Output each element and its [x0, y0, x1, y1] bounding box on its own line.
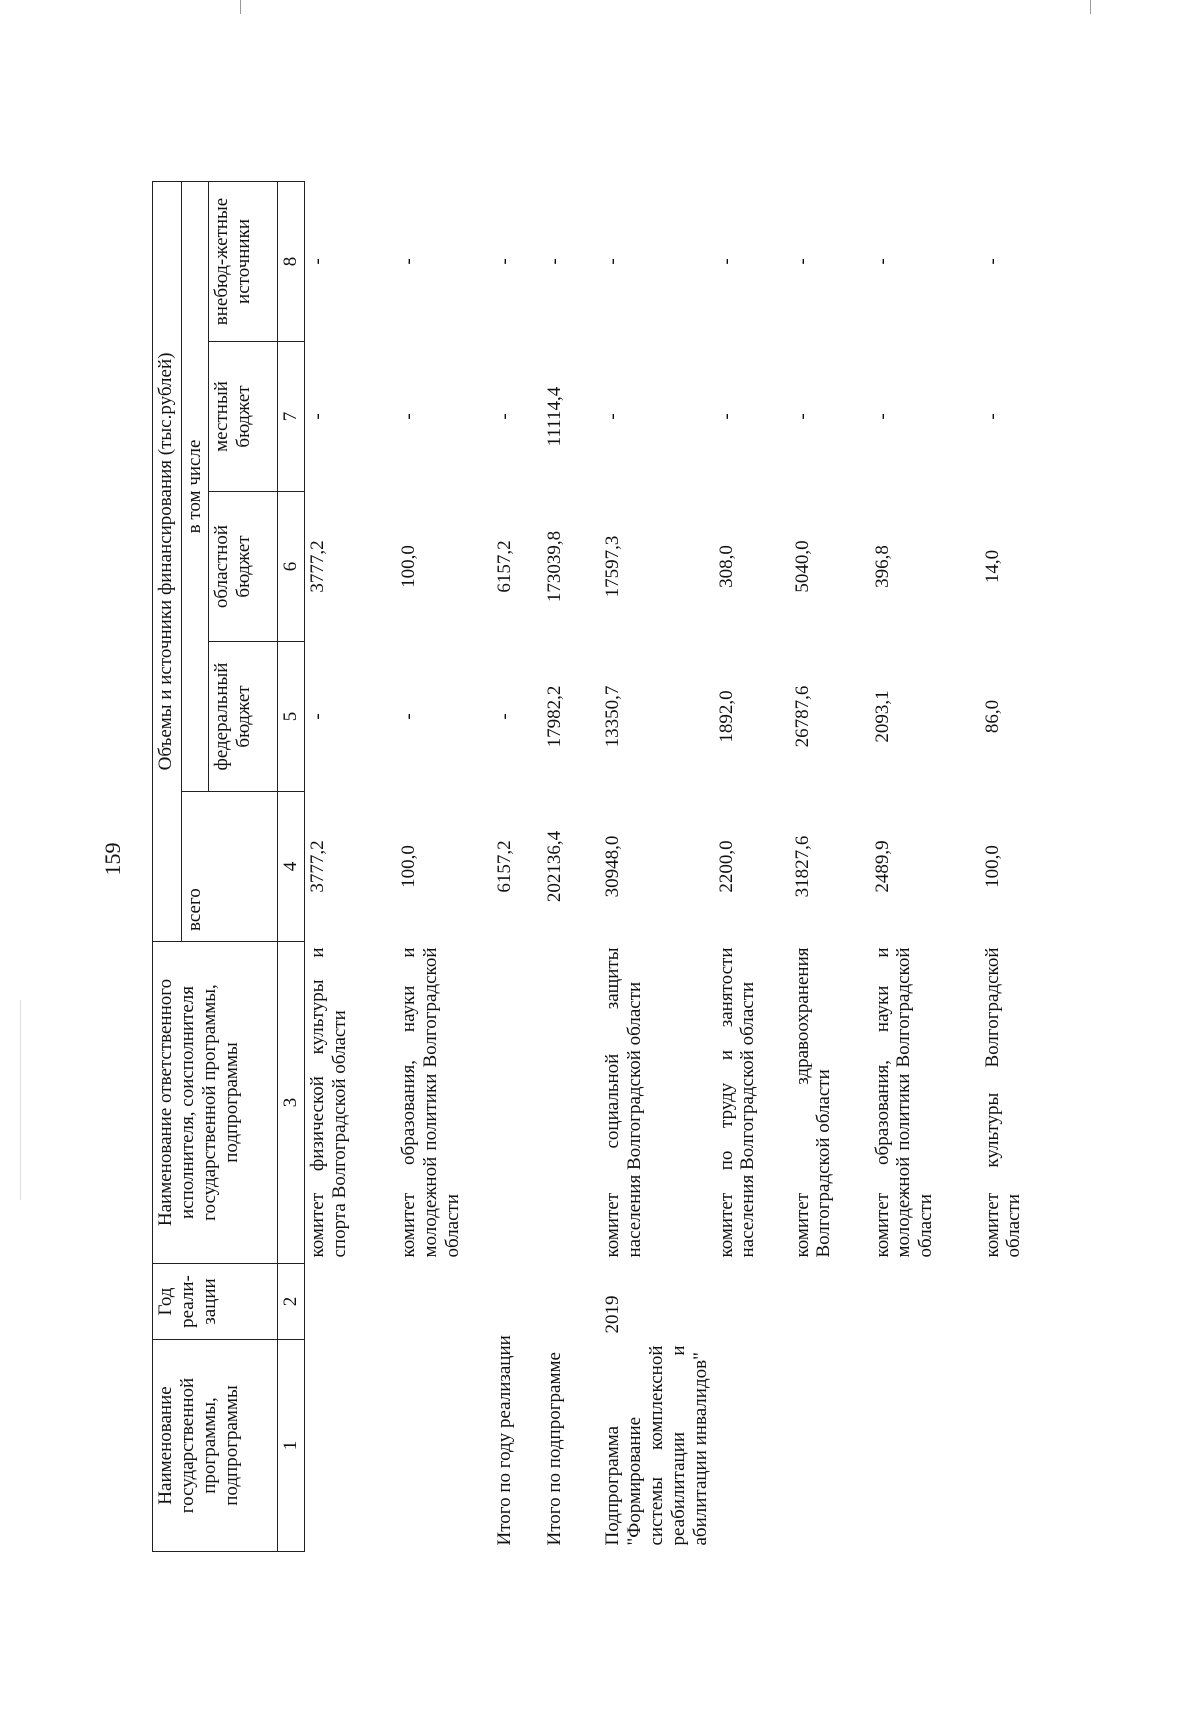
cell-regional: 6157,2	[494, 540, 516, 593]
table-row	[870, 181, 980, 1551]
scan-edge-line	[240, 0, 241, 14]
cell-regional: 308,0	[715, 545, 737, 588]
column-number: 5	[278, 642, 305, 792]
cell-year	[396, 1264, 492, 1340]
cell-executor: комитет по труду и занятости населения Волгоградской области	[715, 947, 759, 1258]
column-number: 4	[278, 792, 305, 942]
cell-program: Подпрограмма "Формирование системы комплексной реабилитации и абилитации инвалидов"	[602, 1345, 711, 1546]
cell-program	[304, 1340, 396, 1552]
cell-extra: -	[398, 258, 420, 265]
cell-total: 2489,9	[871, 840, 893, 893]
header-federal: федеральный бюджет	[209, 642, 278, 792]
column-number: 8	[278, 181, 305, 341]
cell-local: -	[715, 413, 737, 420]
cell-extra: -	[981, 258, 1003, 265]
page-number: 159	[100, 842, 125, 876]
cell-local: -	[306, 413, 328, 420]
column-number: 2	[278, 1264, 305, 1340]
cell-federal: 26787,6	[791, 685, 813, 748]
header-funding-group: Объемы и источники финансирования (тыс.рублей)	[153, 181, 182, 941]
cell-executor: комитет образования, науки и молодежной политики Волгоградской области	[398, 947, 464, 1258]
table-row	[492, 181, 542, 1551]
cell-regional: 173039,8	[544, 530, 566, 603]
cell-year	[870, 1264, 980, 1340]
cell-program	[790, 1340, 870, 1552]
cell-program	[980, 1340, 1200, 1552]
funding-table	[152, 181, 1200, 1552]
header-including: в том числе	[182, 181, 209, 791]
cell-federal: 86,0	[981, 699, 1003, 734]
cell-executor	[542, 942, 600, 1264]
cell-total: 2200,0	[715, 840, 737, 893]
header-number-row	[278, 181, 305, 1551]
cell-executor	[492, 942, 542, 1264]
cell-local: -	[398, 413, 420, 420]
table-row	[396, 181, 492, 1551]
table-row	[600, 181, 713, 1551]
cell-executor: комитет физической культуры и спорта Волгоградской области	[306, 947, 350, 1258]
cell-regional: 14,0	[981, 549, 1003, 584]
cell-extra: -	[871, 258, 893, 265]
cell-executor: комитет культуры Волгоградской области	[981, 947, 1025, 1258]
cell-total: 100,0	[398, 845, 420, 888]
cell-total: 31827,6	[791, 835, 813, 898]
column-number: 3	[278, 942, 305, 1264]
cell-extra: -	[715, 258, 737, 265]
cell-extra: -	[494, 258, 516, 265]
cell-year	[304, 1264, 396, 1340]
header-row-1	[153, 181, 182, 1551]
header-program-name: Наименование государственной программы, подпрограммы	[153, 1340, 278, 1552]
cell-local: -	[791, 413, 813, 420]
cell-executor: комитет образования, науки и молодежной политики Волгоградской области	[871, 947, 937, 1258]
header-total: всего	[182, 792, 278, 942]
cell-regional: 17597,3	[602, 535, 624, 598]
cell-extra: -	[544, 258, 566, 265]
cell-year	[790, 1264, 870, 1340]
cell-total: 3777,2	[306, 840, 328, 893]
header-year: Год реали-зации	[153, 1264, 278, 1340]
cell-total: 100,0	[981, 845, 1003, 888]
header-local: местный бюджет	[209, 342, 278, 492]
scan-edge-line	[20, 1000, 21, 1200]
column-number: 6	[278, 492, 305, 642]
header-regional: областной бюджет	[209, 492, 278, 642]
header-extrabudget: внебюд-жетные источники	[209, 181, 278, 341]
cell-regional: 5040,0	[791, 540, 813, 593]
cell-federal: -	[306, 713, 328, 720]
table-row	[980, 181, 1200, 1551]
cell-local: -	[602, 413, 624, 420]
cell-executor: комитет здравоохранения Волгоградской области	[791, 947, 835, 1258]
cell-federal: 1892,0	[715, 690, 737, 743]
cell-federal: -	[398, 713, 420, 720]
cell-year: 2019	[602, 1295, 624, 1334]
cell-local: -	[871, 413, 893, 420]
column-number: 1	[278, 1340, 305, 1552]
scan-edge-line	[1090, 0, 1091, 14]
cell-federal: 13350,7	[602, 685, 624, 748]
cell-year	[714, 1264, 790, 1340]
table-row	[790, 181, 870, 1551]
table-row	[542, 181, 600, 1551]
cell-executor: комитет социальной защиты населения Волгоградской области	[602, 947, 646, 1258]
cell-local: -	[981, 413, 1003, 420]
column-number: 7	[278, 342, 305, 492]
table-row	[714, 181, 790, 1551]
cell-year	[980, 1264, 1200, 1340]
cell-program	[396, 1340, 492, 1552]
cell-program	[714, 1340, 790, 1552]
cell-extra: -	[602, 258, 624, 265]
cell-regional: 3777,2	[306, 540, 328, 593]
header-executor: Наименование ответственного исполнителя, соисполнителя государственной программы, подпрограммы	[153, 942, 278, 1264]
table-row	[304, 181, 396, 1551]
cell-regional: 100,0	[398, 545, 420, 588]
cell-total: 30948,0	[602, 835, 624, 898]
cell-program: Итого по подпрограмме	[544, 1352, 566, 1546]
cell-federal: 17982,2	[544, 685, 566, 748]
cell-extra: -	[791, 258, 813, 265]
cell-local: -	[494, 413, 516, 420]
cell-federal: 2093,1	[871, 690, 893, 743]
cell-total: 202136,4	[544, 830, 566, 903]
cell-regional: 396,8	[871, 545, 893, 588]
cell-program: Итого по году реализации	[494, 1335, 516, 1546]
cell-extra: -	[306, 258, 328, 265]
cell-program	[870, 1340, 980, 1552]
cell-federal: -	[494, 713, 516, 720]
cell-total: 6157,2	[494, 840, 516, 893]
cell-local: 11114,4	[544, 386, 566, 447]
